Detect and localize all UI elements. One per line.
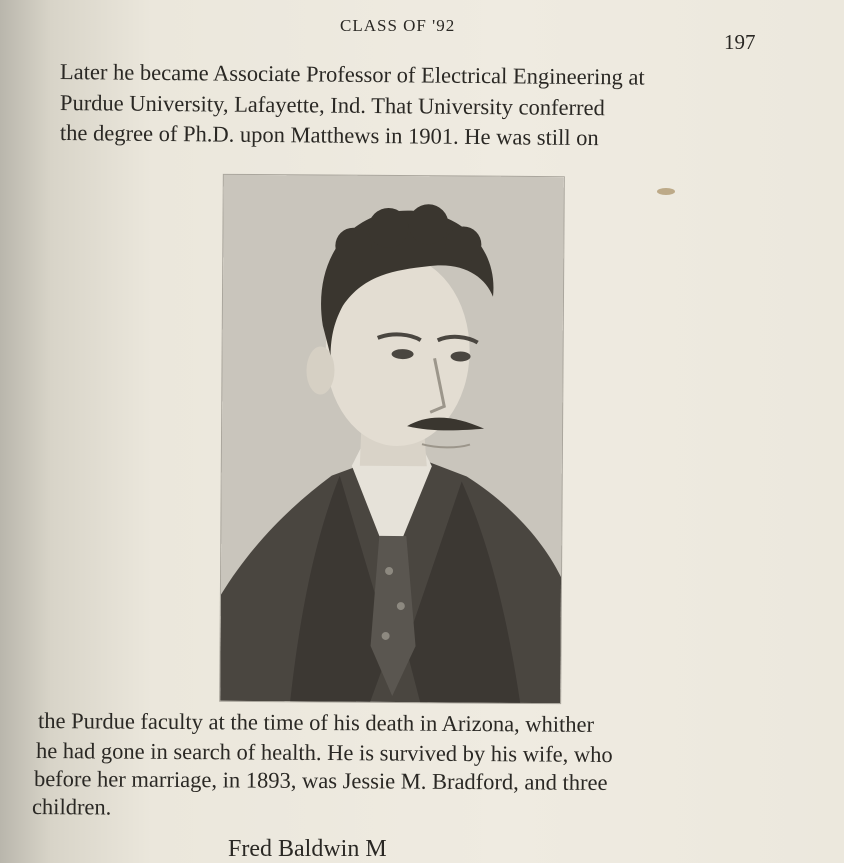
text-line: Later he became Associate Professor of Electrical Engineering at — [59, 59, 645, 90]
text-line: the degree of Ph.D. upon Matthews in 1901. He was still on — [59, 120, 599, 151]
text-line: the Purdue faculty at the time of his death in Arizona, whither — [37, 708, 595, 737]
cut-off-heading: Fred Baldwin M — [228, 836, 387, 862]
portrait-photo-icon — [220, 175, 564, 703]
text-line: children. — [31, 794, 112, 820]
paper-stain — [657, 188, 675, 195]
page-number: 197 — [724, 30, 756, 54]
running-head: CLASS OF '92 — [340, 16, 456, 35]
text-line: he had gone in search of health. He is survived by his wife, who — [35, 738, 613, 768]
text-line: Purdue University, Lafayette, Ind. That University conferred — [59, 90, 605, 121]
text-line: before her marriage, in 1893, was Jessie M. Bradford, and three — [33, 766, 608, 796]
